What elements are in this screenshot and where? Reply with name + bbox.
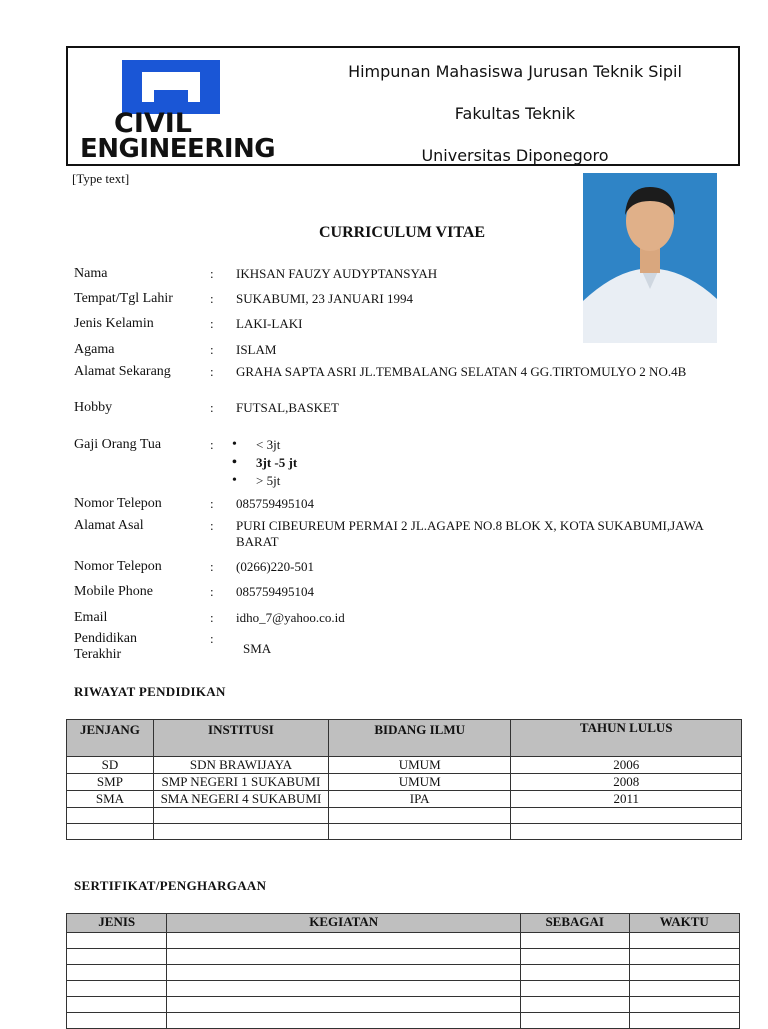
field-colon: : <box>210 342 214 357</box>
table-row <box>67 791 742 808</box>
field-value: 085759495104 <box>236 584 314 599</box>
column-header: WAKTU <box>629 914 740 933</box>
table-cell: SMA <box>67 791 154 808</box>
table-row <box>67 774 742 791</box>
field-colon: : <box>210 266 214 281</box>
table-cell <box>167 997 521 1013</box>
table-cell: SMP NEGERI 1 SUKABUMI <box>153 774 328 791</box>
table-cell: 2006 <box>511 757 742 774</box>
field-label: Nama <box>74 266 108 281</box>
field-colon: : <box>210 437 214 452</box>
field-value: ISLAM <box>236 342 277 357</box>
table-cell <box>520 949 629 965</box>
table-cell <box>67 808 154 824</box>
field-colon: : <box>210 518 214 533</box>
table-cell <box>167 1013 521 1029</box>
table-cell: 2008 <box>511 774 742 791</box>
table-cell: 2011 <box>511 791 742 808</box>
table-cell: SMP <box>67 774 154 791</box>
field-label: Alamat Asal <box>74 518 144 533</box>
certificates-heading: SERTIFIKAT/PENGHARGAAN <box>74 878 267 893</box>
field-colon: : <box>210 584 214 599</box>
table-cell <box>167 933 521 949</box>
field-label: Gaji Orang Tua <box>74 437 162 452</box>
table-cell <box>520 933 629 949</box>
field-value: IKHSAN FAUZY AUDYPTANSYAH <box>236 266 438 281</box>
table-row <box>67 824 742 840</box>
field-label: Jenis Kelamin <box>74 316 154 331</box>
field-label: Agama <box>74 342 115 357</box>
field-label: Email <box>74 610 108 625</box>
field-label: Tempat/Tgl Lahir <box>74 291 173 306</box>
table-cell <box>153 808 328 824</box>
table-cell <box>67 981 167 997</box>
field-value: (0266)220-501 <box>236 559 314 574</box>
table-cell <box>629 981 740 997</box>
column-header: SEBAGAI <box>520 914 629 933</box>
field-value: FUTSAL,BASKET <box>236 400 339 415</box>
field-value: idho_7@yahoo.co.id <box>236 610 345 625</box>
table-cell <box>67 949 167 965</box>
table-cell <box>629 965 740 981</box>
field-value: SMA <box>243 641 272 656</box>
column-header: INSTITUSI <box>153 720 328 757</box>
column-header: TAHUN LULUS <box>511 720 742 757</box>
table-cell <box>511 824 742 840</box>
field-colon: : <box>210 316 214 331</box>
income-option: • > 5jt <box>210 473 680 491</box>
field-value: GRAHA SAPTA ASRI JL.TEMBALANG SELATAN 4 GG.TIRTOMULYO 2 NO.4B <box>236 364 687 379</box>
field-value: 085759495104 <box>236 496 314 511</box>
table-cell: SMA NEGERI 4 SUKABUMI <box>153 791 328 808</box>
field-label: Alamat Sekarang <box>74 364 171 379</box>
education-heading: RIWAYAT PENDIDIKAN <box>74 684 226 699</box>
field-colon: : <box>210 559 214 574</box>
civil-engineering-logo <box>78 56 276 164</box>
table-cell <box>629 997 740 1013</box>
column-header: JENIS <box>67 914 167 933</box>
field-colon: : <box>210 610 214 625</box>
field-value: LAKI-LAKI <box>236 316 303 331</box>
table-cell <box>67 933 167 949</box>
org-name: Himpunan Mahasiswa Jurusan Teknik Sipil <box>348 62 682 81</box>
table-cell <box>328 808 510 824</box>
table-header-row <box>67 720 742 757</box>
logo-text-civil: CIVIL <box>114 108 193 139</box>
table-row <box>67 965 740 981</box>
parent-income-options <box>210 437 680 491</box>
field-label: Pendidikan Terakhir <box>74 631 137 662</box>
logo-text-engineering: ENGINEERING <box>80 134 276 164</box>
field-colon: : <box>210 364 214 379</box>
table-cell: SD <box>67 757 154 774</box>
field-label: Mobile Phone <box>74 584 153 599</box>
field-colon: : <box>210 631 214 646</box>
field-label: Nomor Telepon <box>74 496 162 511</box>
university-name: Universitas Diponegoro <box>421 146 609 165</box>
table-cell: SDN BRAWIJAYA <box>153 757 328 774</box>
field-colon: : <box>210 400 214 415</box>
table-cell <box>328 824 510 840</box>
table-row <box>67 949 740 965</box>
field-label: Hobby <box>74 400 113 415</box>
table-cell <box>153 824 328 840</box>
letterhead <box>66 46 740 166</box>
table-cell <box>520 997 629 1013</box>
certificates-table <box>66 913 740 1029</box>
field-label: Nomor Telepon <box>74 559 162 574</box>
table-row <box>67 933 740 949</box>
column-header: BIDANG ILMU <box>328 720 510 757</box>
field-colon: : <box>210 291 214 306</box>
table-cell <box>520 1013 629 1029</box>
table-cell <box>167 965 521 981</box>
table-cell <box>629 949 740 965</box>
table-cell <box>67 1013 167 1029</box>
table-cell <box>67 965 167 981</box>
table-cell: UMUM <box>328 757 510 774</box>
table-cell: UMUM <box>328 774 510 791</box>
education-table <box>66 719 742 840</box>
income-option: • < 3jt <box>210 437 680 455</box>
table-header-row <box>67 914 740 933</box>
table-cell <box>511 808 742 824</box>
table-cell <box>520 981 629 997</box>
table-row <box>67 808 742 824</box>
income-option: • 3jt -5 jt <box>210 455 680 473</box>
table-cell <box>629 1013 740 1029</box>
document-title: CURRICULUM VITAE <box>318 224 486 241</box>
column-header: JENJANG <box>67 720 154 757</box>
table-cell <box>67 997 167 1013</box>
table-row <box>67 1013 740 1029</box>
table-cell <box>67 824 154 840</box>
placeholder-text: [Type text] <box>72 171 130 186</box>
field-colon: : <box>210 496 214 511</box>
table-cell <box>629 933 740 949</box>
logo-mark-icon <box>122 60 220 114</box>
field-value: SUKABUMI, 23 JANUARI 1994 <box>236 291 413 306</box>
table-cell <box>520 965 629 981</box>
table-row <box>67 757 742 774</box>
table-cell: IPA <box>328 791 510 808</box>
table-cell <box>167 981 521 997</box>
table-row <box>67 981 740 997</box>
table-row <box>67 997 740 1013</box>
faculty-name: Fakultas Teknik <box>454 104 576 123</box>
table-cell <box>167 949 521 965</box>
column-header: KEGIATAN <box>167 914 521 933</box>
field-value: PURI CIBEUREUM PERMAI 2 JL.AGAPE NO.8 BLOK X, KOTA SUKABUMI,JAWA BARAT <box>236 518 704 549</box>
